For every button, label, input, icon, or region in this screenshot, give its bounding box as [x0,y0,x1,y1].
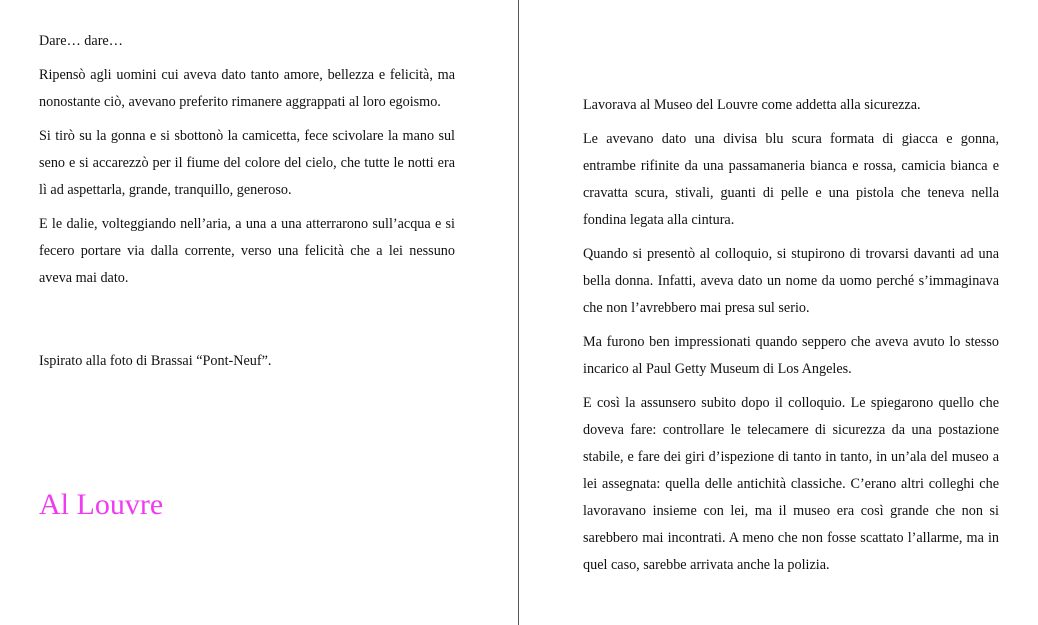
left-page-text [39,28,455,299]
paragraph: Si tirò su la gonna e si sbottonò la camicetta, fece scivolare la mano sul seno e si accarezzò per il fiume del colore del cielo, che tutte le notti era lì ad aspettarla, grande, tranquillo, generoso. [39,128,455,198]
paragraph: E le dalie, volteggiando nell’aria, a una a una atterrarono sull’acqua e si fecero portare via dalla corrente, verso una felicità che a lei nessuno aveva mai dato. [39,216,455,286]
paragraph: Lavorava al Museo del Louvre come addetta alla sicurezza. [583,97,921,113]
paragraph: Ripensò agli uomini cui aveva dato tanto amore, bellezza e felicità, ma nonostante ciò, avevano preferito rimanere aggrappati al loro egoismo. [39,67,455,110]
paragraph: Le avevano dato una divisa blu scura formata di giacca e gonna, entrambe rifinite da una passamaneria bianca e rossa, camicia bianca e cravatta scura, stivali, guanti di pelle e una pistola che teneva nella fondina legata alla cintura. [583,131,999,228]
paragraph: Ma furono ben impressionati quando seppero che aveva avuto lo stesso incarico al Paul Getty Museum di Los Angeles. [583,334,999,377]
left-page [0,0,518,625]
chapter-title: Al Louvre [39,488,164,521]
right-page-text [583,92,999,586]
photo-credit: Ispirato alla foto di Brassai “Pont-Neuf”. [39,353,272,369]
paragraph: Quando si presentò al colloquio, si stupirono di trovarsi davanti ad una bella donna. Infatti, aveva dato un nome da uomo perché s’immaginava che non l’avrebbero mai presa sul serio. [583,246,999,316]
paragraph: E così la assunsero subito dopo il colloquio. Le spiegarono quello che doveva fare: controllare le telecamere di sicurezza da una postazione stabile, e fare dei giri d’ispezione di tanto in tanto, in un’ala del museo a lei assegnata: quella delle antichità classiche. C’erano altri colleghi che lavoravano insieme con lei, ma il museo era così grande che non si sarebbero mai incontrati. A meno che non fosse scattato l’allarme, ma in quel caso, sarebbe arrivata anche la polizia. [583,395,999,573]
paragraph: Dare… dare… [39,33,123,49]
